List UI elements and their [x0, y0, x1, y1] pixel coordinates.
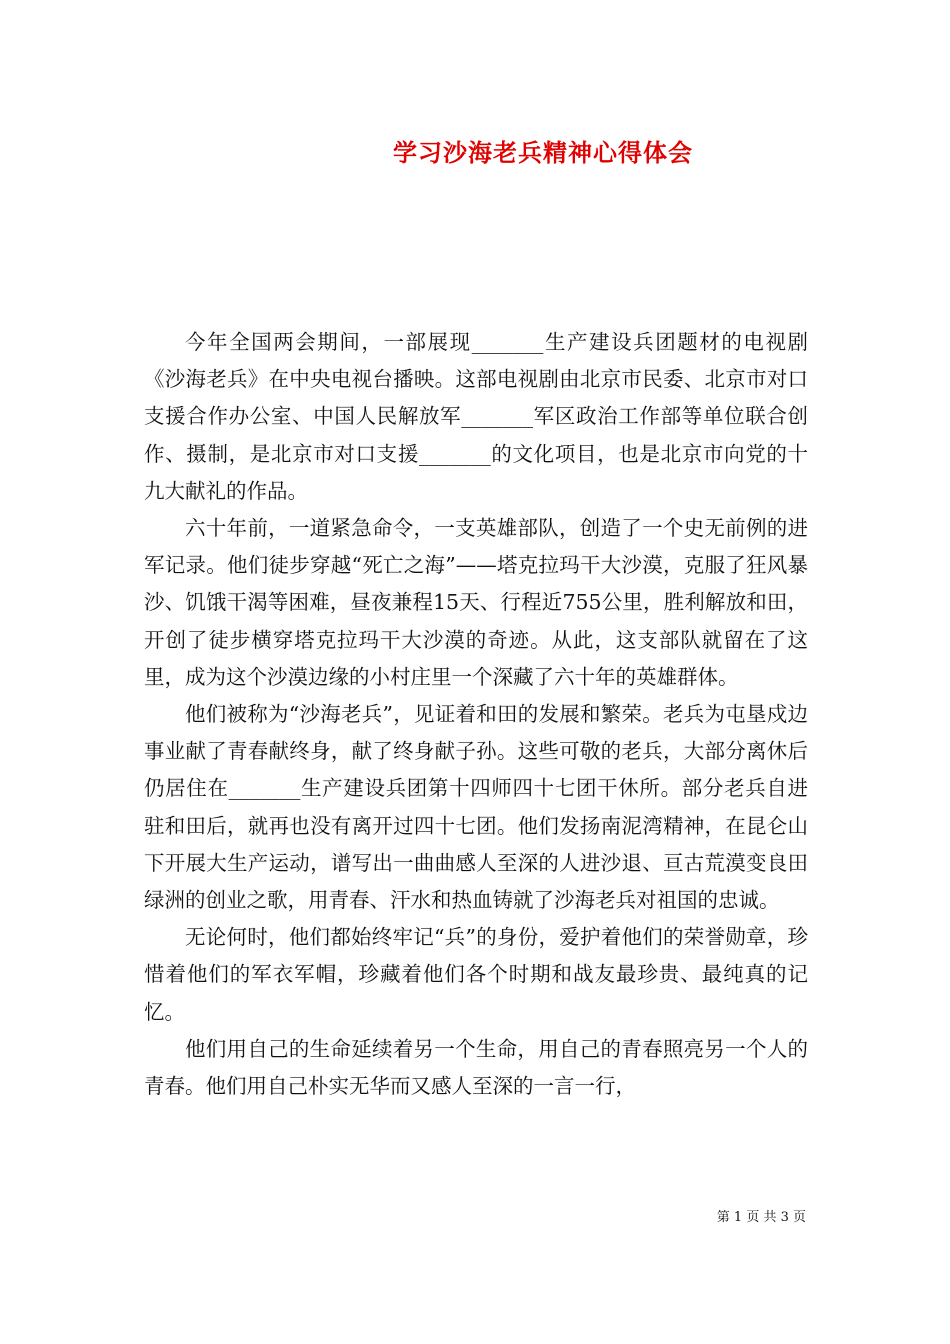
paragraph-2: 六十年前，一道紧急命令，一支英雄部队，创造了一个史无前例的进军记录。他们徒步穿越“死亡之海”——塔克拉玛干大沙漠，克服了狂风暴沙、饥饿干渴等困难，昼夜兼程15天、行程近755公里，胜利解放和田，开创了徒步横穿塔克拉玛干大沙漠的奇迹。从此，这支部队就留在了这里，成为这个沙漠边缘的小村庄里一个深藏了六十年的英雄群体。: [144, 516, 808, 689]
paragraph-1: 今年全国两会期间，一部展现_______生产建设兵团题材的电视剧《沙海老兵》在中央电视台播映。这部电视剧由北京市民委、北京市对口支援合作办公室、中国人民解放军_______军区政治工作部等单位联合创作、摄制，是北京市对口支援_______的文化项目，也是北京市向党的十九大献礼的作品。: [144, 330, 808, 503]
page-number-footer: 第 1 页 共 3 页: [716, 1210, 806, 1225]
document-body: [144, 324, 808, 1105]
document-title: 学习沙海老兵精神心得体会: [393, 138, 693, 167]
paragraph-4: 无论何时，他们都始终牢记“兵”的身份，爱护着他们的荣誉勋章，珍惜着他们的军衣军帽，珍藏着他们各个时期和战友最珍贵、最纯真的记忆。: [144, 925, 808, 1024]
paragraph-5: 他们用自己的生命延续着另一个生命，用自己的青春照亮另一个人的青春。他们用自己朴实无华而又感人至深的一言一行，: [144, 1036, 808, 1099]
paragraph-3: 他们被称为“沙海老兵”，见证着和田的发展和繁荣。老兵为屯垦戍边事业献了青春献终身，献了终身献子孙。这些可敬的老兵，大部分离休后仍居住在_______生产建设兵团第十四师四十七团干休所。部分老兵自进驻和田后，就再也没有离开过四十七团。他们发扬南泥湾精神，在昆仑山下开展大生产运动，谱写出一曲曲感人至深的人进沙退、亘古荒漠变良田绿洲的创业之歌，用青春、汗水和热血铸就了沙海老兵对祖国的忠诚。: [144, 702, 808, 913]
